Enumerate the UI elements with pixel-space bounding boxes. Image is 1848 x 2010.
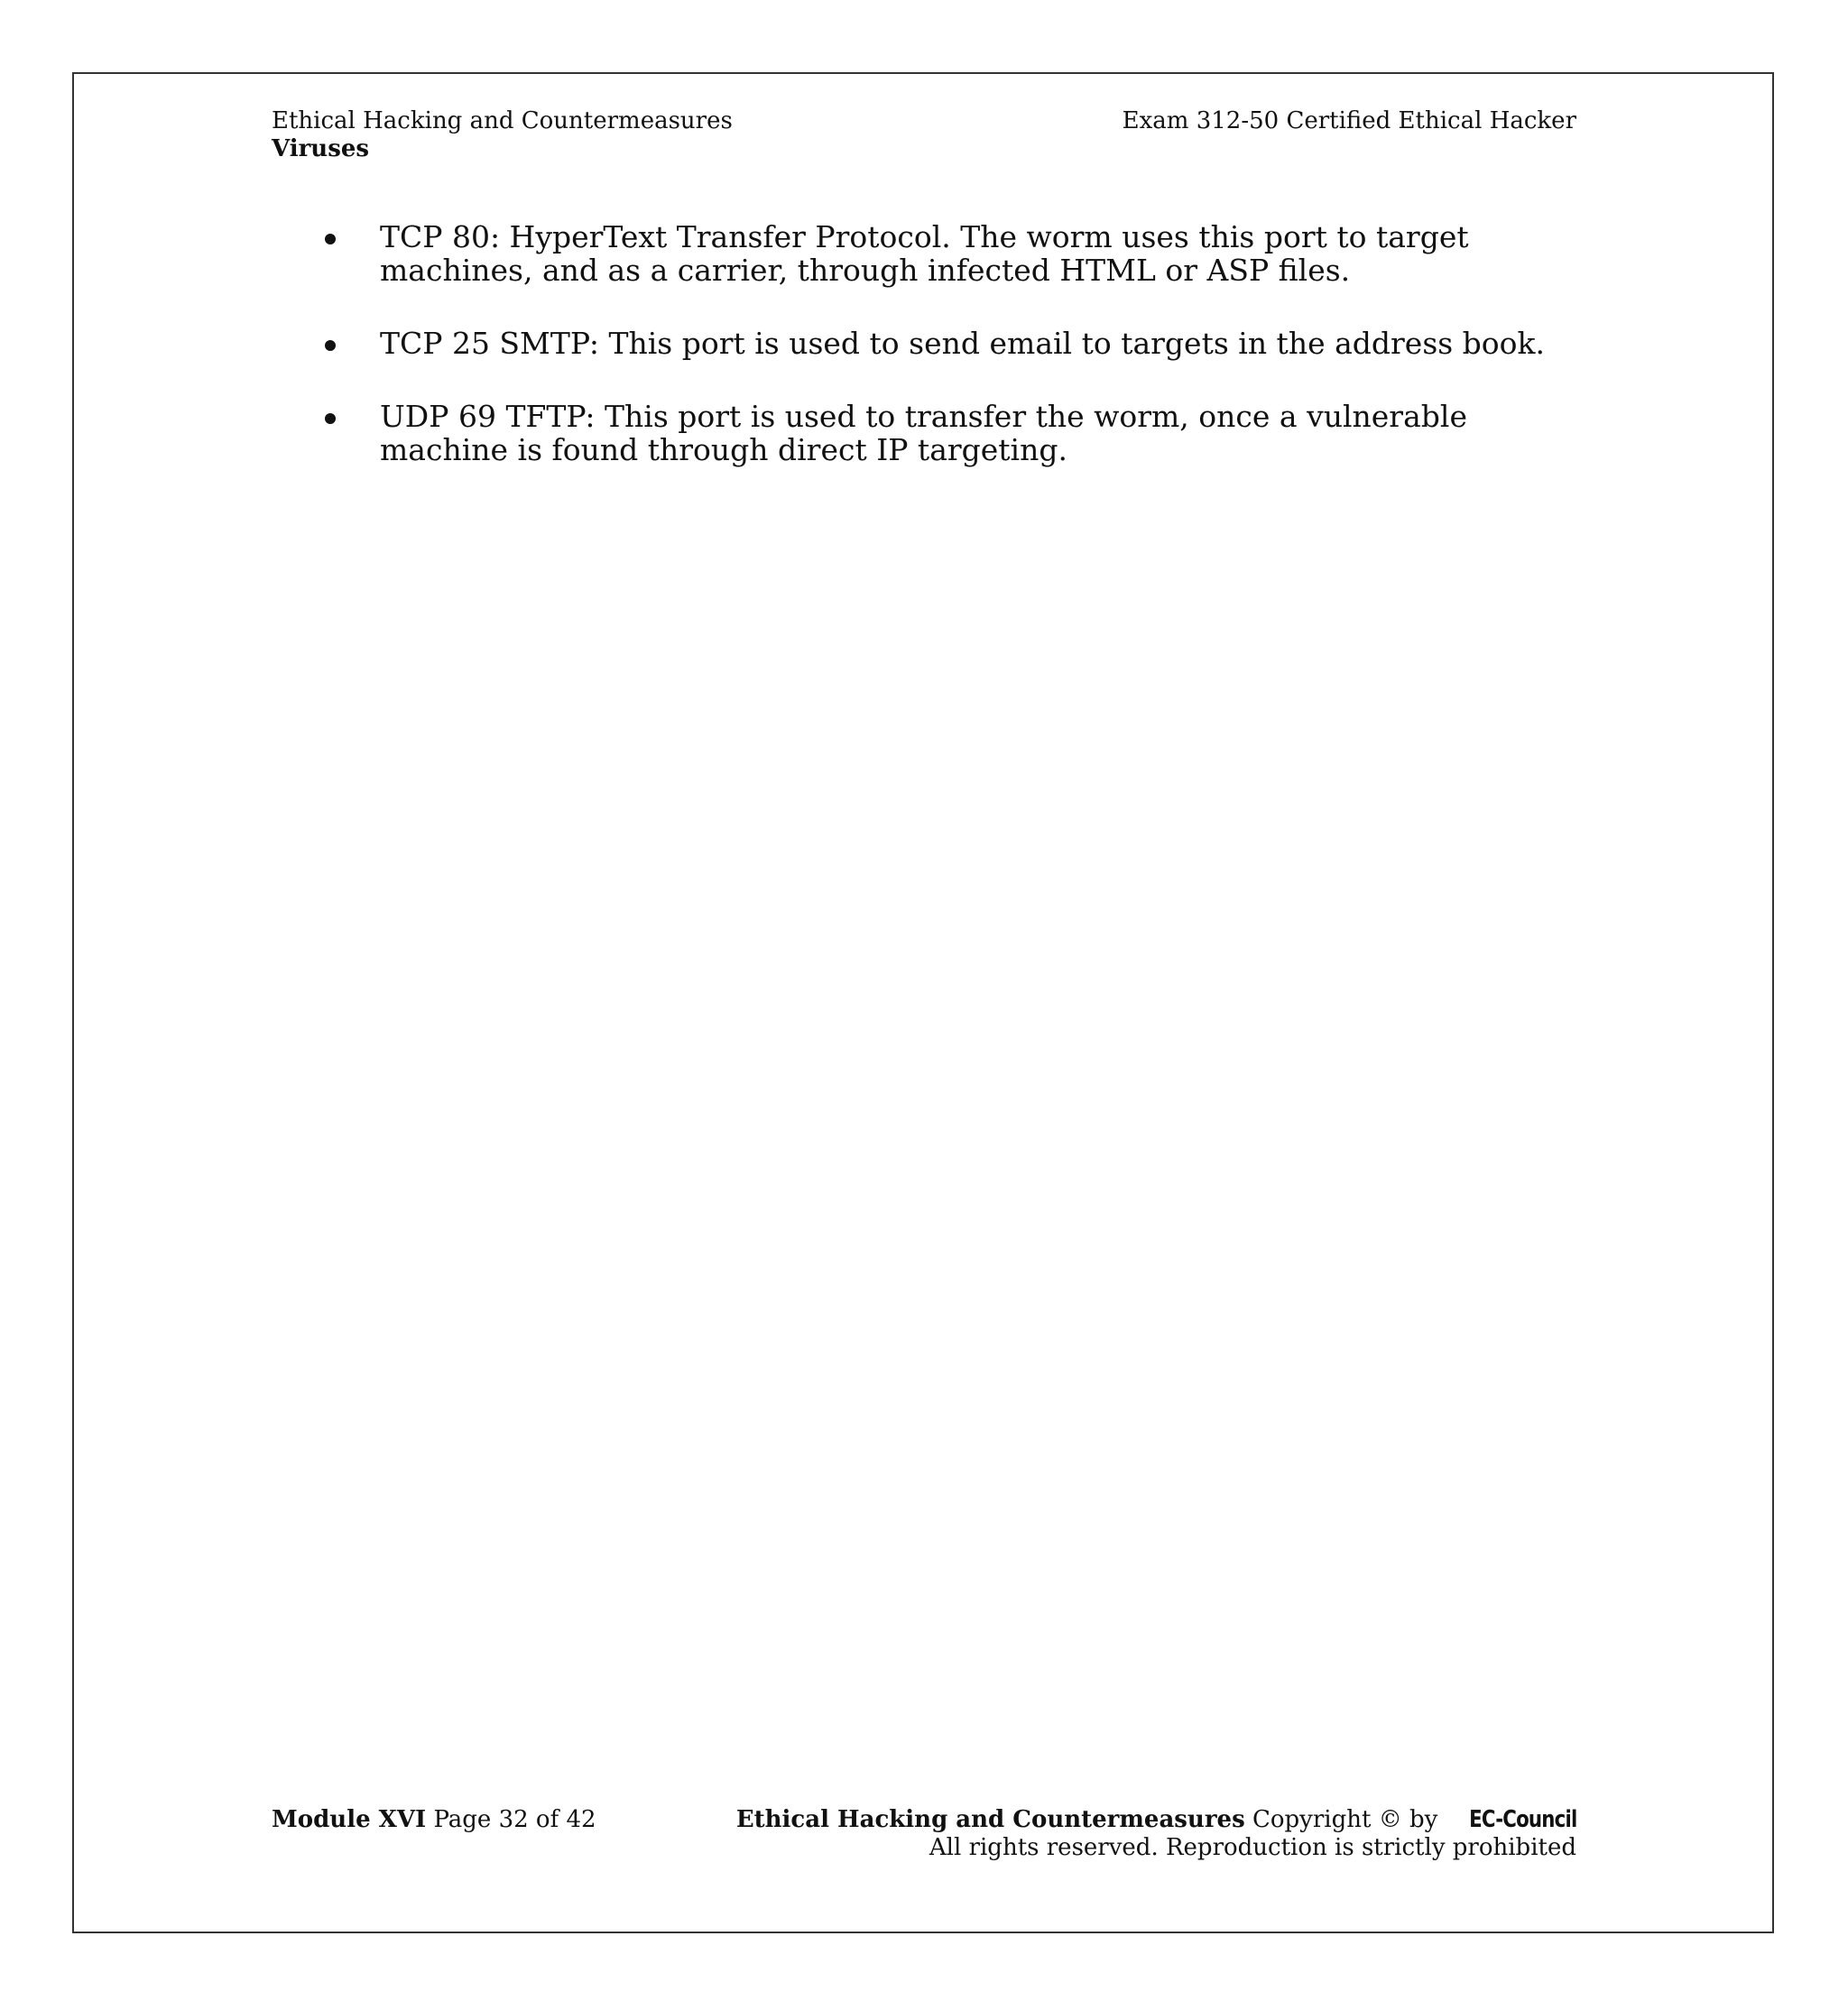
footer-right [736,1806,1576,1862]
footer-rights: All rights reserved. Reproduction is strictly prohibited [929,1834,1576,1861]
bullet-text: TCP 80: HyperText Transfer Protocol. The worm uses this port to target machines, and as a carrier, through infected HTML or ASP files. [380,219,1469,288]
bullet-text: UDP 69 TFTP: This port is used to transfer the worm, once a vulnerable machine is found through direct IP targeting. [380,399,1467,467]
header-left [272,107,733,163]
list-item [318,327,1576,360]
list-item [318,220,1576,287]
header-module-name: Viruses [272,135,370,162]
footer-copyright-line [736,1806,1576,1834]
bullet-list [318,220,1576,506]
footer-module-label: Module XVI [272,1806,427,1833]
footer-copyright-text: Copyright © by [1252,1806,1438,1833]
bullet-icon [325,340,336,351]
header-course-title: Ethical Hacking and Countermeasures [272,107,733,134]
ec-council-logo: EC-Council [1468,1806,1576,1833]
footer-left [272,1806,596,1834]
footer-page-info: Page 32 of 42 [433,1806,596,1833]
bullet-icon [325,413,336,424]
header-exam-title: Exam 312-50 Certified Ethical Hacker [1122,107,1576,134]
list-item [318,400,1576,466]
footer-course-title: Ethical Hacking and Countermeasures [735,1806,1245,1833]
bullet-text: TCP 25 SMTP: This port is used to send email to targets in the address book. [380,326,1546,361]
bullet-icon [325,234,336,244]
